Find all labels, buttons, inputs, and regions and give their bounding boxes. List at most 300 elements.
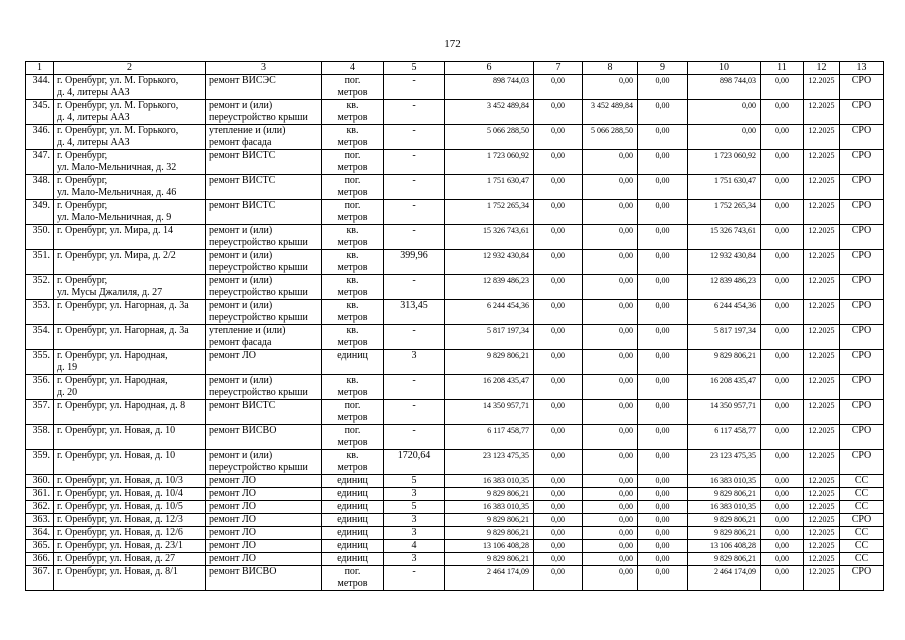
cost-col10-cell: 9 829 806,21: [688, 553, 761, 566]
cell-line: г. Оренбург, ул. Народная,: [57, 375, 168, 386]
contractor-type-cell: СРО: [840, 300, 884, 325]
cell-line: г. Оренбург, ул. Новая, д. 12/3: [57, 514, 183, 525]
contractor-type-cell: СС: [840, 475, 884, 488]
cell-line: г. Оренбург, ул. М. Горького,: [57, 75, 179, 86]
cell-line: ремонт и (или): [209, 225, 273, 236]
quantity-cell: -: [384, 125, 445, 150]
cost-col10-cell: 2 464 174,09: [688, 566, 761, 591]
address-cell: [54, 125, 206, 150]
cost-col9-cell: 0,00: [638, 275, 688, 300]
deadline-cell: 12.2025: [804, 100, 840, 125]
cell-line: переустройство крыши: [209, 112, 308, 123]
table-row: [26, 566, 884, 591]
deadline-cell: 12.2025: [804, 566, 840, 591]
cell-line: ремонт ЛО: [209, 540, 256, 551]
cost-col9-cell: 0,00: [638, 75, 688, 100]
cost-col8-cell: 0,00: [583, 400, 638, 425]
address-cell: [54, 488, 206, 501]
cost-col7-cell: 0,00: [534, 300, 583, 325]
row-number: 350.: [26, 225, 54, 250]
cell-line: [57, 262, 202, 274]
unit-cell: [322, 488, 384, 501]
address-cell: [54, 250, 206, 275]
cost-col8-cell: 0,00: [583, 527, 638, 540]
cell-line: метров: [337, 412, 368, 423]
cost-col9-cell: 0,00: [638, 400, 688, 425]
cost-col9-cell: 0,00: [638, 425, 688, 450]
cell-line: [209, 412, 318, 424]
total-cost-cell: 12 932 430,84: [445, 250, 534, 275]
quantity-cell: 3: [384, 488, 445, 501]
cost-col7-cell: 0,00: [534, 125, 583, 150]
table-row: [26, 475, 884, 488]
cell-line: г. Оренбург, ул. Народная, д. 8: [57, 400, 186, 411]
table-row: [26, 501, 884, 514]
total-cost-cell: 5 066 288,50: [445, 125, 534, 150]
cost-col8-cell: 0,00: [583, 300, 638, 325]
cost-col7-cell: 0,00: [534, 425, 583, 450]
cost-col7-cell: 0,00: [534, 501, 583, 514]
cost-col10-cell: 898 744,03: [688, 75, 761, 100]
cost-col9-cell: 0,00: [638, 200, 688, 225]
cell-line: г. Оренбург,: [57, 150, 108, 161]
row-number: 361.: [26, 488, 54, 501]
cost-col9-cell: 0,00: [638, 375, 688, 400]
cell-line: метров: [337, 387, 368, 398]
cell-line: г. Оренбург, ул. Новая, д. 10/3: [57, 475, 183, 486]
cost-col11-cell: 0,00: [761, 514, 804, 527]
cost-col8-cell: 0,00: [583, 488, 638, 501]
cell-line: единиц: [337, 553, 368, 564]
address-cell: [54, 200, 206, 225]
deadline-cell: 12.2025: [804, 553, 840, 566]
cost-col8-cell: 0,00: [583, 225, 638, 250]
quantity-cell: 5: [384, 475, 445, 488]
unit-cell: [322, 225, 384, 250]
cost-col7-cell: 0,00: [534, 540, 583, 553]
cell-line: переустройство крыши: [209, 312, 308, 323]
work-type-cell: [206, 125, 322, 150]
quantity-cell: -: [384, 200, 445, 225]
cell-line: переустройство крыши: [209, 387, 308, 398]
address-cell: [54, 566, 206, 591]
cell-line: единиц: [337, 501, 368, 512]
address-cell: [54, 225, 206, 250]
work-type-cell: [206, 514, 322, 527]
column-number-3: 3: [206, 62, 322, 75]
table-row: [26, 375, 884, 400]
cost-col10-cell: 12 839 486,23: [688, 275, 761, 300]
unit-cell: [322, 250, 384, 275]
cell-line: г. Оренбург,: [57, 275, 108, 286]
unit-cell: [322, 325, 384, 350]
cost-col7-cell: 0,00: [534, 75, 583, 100]
cost-col8-cell: 0,00: [583, 350, 638, 375]
work-type-cell: [206, 250, 322, 275]
cost-col11-cell: 0,00: [761, 400, 804, 425]
contractor-type-cell: СРО: [840, 566, 884, 591]
cell-line: единиц: [337, 540, 368, 551]
row-number: 358.: [26, 425, 54, 450]
table-row: [26, 527, 884, 540]
unit-cell: [322, 275, 384, 300]
cell-line: метров: [337, 312, 368, 323]
total-cost-cell: 6 244 454,36: [445, 300, 534, 325]
cost-col9-cell: 0,00: [638, 125, 688, 150]
work-type-cell: [206, 566, 322, 591]
cost-col9-cell: 0,00: [638, 566, 688, 591]
total-cost-cell: 12 839 486,23: [445, 275, 534, 300]
deadline-cell: 12.2025: [804, 527, 840, 540]
cost-col8-cell: 0,00: [583, 75, 638, 100]
unit-cell: [322, 566, 384, 591]
cell-line: [209, 578, 318, 590]
total-cost-cell: 6 117 458,77: [445, 425, 534, 450]
table-row: [26, 200, 884, 225]
work-type-cell: [206, 501, 322, 514]
cell-line: ремонт ВИСЭС: [209, 75, 276, 86]
contractor-type-cell: СРО: [840, 350, 884, 375]
cost-col10-cell: 5 817 197,34: [688, 325, 761, 350]
cost-col10-cell: 14 350 957,71: [688, 400, 761, 425]
cell-line: метров: [337, 162, 368, 173]
cell-line: метров: [337, 437, 368, 448]
cell-line: ремонт и (или): [209, 375, 273, 386]
total-cost-cell: 2 464 174,09: [445, 566, 534, 591]
quantity-cell: -: [384, 375, 445, 400]
quantity-cell: -: [384, 566, 445, 591]
address-cell: [54, 514, 206, 527]
cost-col7-cell: 0,00: [534, 475, 583, 488]
unit-cell: [322, 150, 384, 175]
total-cost-cell: 16 208 435,47: [445, 375, 534, 400]
cost-col7-cell: 0,00: [534, 375, 583, 400]
cost-col9-cell: 0,00: [638, 553, 688, 566]
contractor-type-cell: СРО: [840, 150, 884, 175]
cost-col9-cell: 0,00: [638, 450, 688, 475]
cell-line: ремонт и (или): [209, 100, 273, 111]
deadline-cell: 12.2025: [804, 488, 840, 501]
cost-col8-cell: 0,00: [583, 250, 638, 275]
quantity-cell: -: [384, 175, 445, 200]
cost-col10-cell: 9 829 806,21: [688, 527, 761, 540]
cell-line: ремонт ЛО: [209, 475, 256, 486]
cell-line: д. 19: [57, 362, 78, 373]
table-row: [26, 450, 884, 475]
cost-col10-cell: 16 383 010,35: [688, 501, 761, 514]
table-row: [26, 175, 884, 200]
deadline-cell: 12.2025: [804, 514, 840, 527]
cost-col11-cell: 0,00: [761, 225, 804, 250]
cell-line: г. Оренбург, ул. Нагорная, д. 3а: [57, 300, 189, 311]
cell-line: [57, 437, 202, 449]
work-type-cell: [206, 488, 322, 501]
cost-col9-cell: 0,00: [638, 540, 688, 553]
table-row: [26, 150, 884, 175]
cell-line: пог.: [344, 400, 361, 411]
cell-line: г. Оренбург, ул. Новая, д. 12/6: [57, 527, 183, 538]
total-cost-cell: 1 723 060,92: [445, 150, 534, 175]
cell-line: кв.: [346, 125, 359, 136]
deadline-cell: 12.2025: [804, 400, 840, 425]
cost-col11-cell: 0,00: [761, 488, 804, 501]
work-type-cell: [206, 300, 322, 325]
total-cost-cell: 9 829 806,21: [445, 488, 534, 501]
table-row: [26, 350, 884, 375]
unit-cell: [322, 100, 384, 125]
cost-col7-cell: 0,00: [534, 325, 583, 350]
cell-line: д. 4, литеры ААЗ: [57, 112, 130, 123]
cost-col9-cell: 0,00: [638, 250, 688, 275]
deadline-cell: 12.2025: [804, 450, 840, 475]
cost-col11-cell: 0,00: [761, 75, 804, 100]
cost-col10-cell: 15 326 743,61: [688, 225, 761, 250]
cell-line: г. Оренбург, ул. М. Горького,: [57, 125, 179, 136]
cost-col7-cell: 0,00: [534, 175, 583, 200]
cell-line: ремонт ВИСВО: [209, 566, 277, 577]
cell-line: [325, 362, 380, 374]
cost-col10-cell: 1 723 060,92: [688, 150, 761, 175]
unit-cell: [322, 175, 384, 200]
cell-line: метров: [337, 137, 368, 148]
cost-col7-cell: 0,00: [534, 514, 583, 527]
column-number-13: 13: [840, 62, 884, 75]
column-number-9: 9: [638, 62, 688, 75]
cell-line: переустройство крыши: [209, 462, 308, 473]
quantity-cell: 3: [384, 514, 445, 527]
deadline-cell: 12.2025: [804, 250, 840, 275]
cell-line: д. 4, литеры ААЗ: [57, 87, 130, 98]
column-number-12: 12: [804, 62, 840, 75]
cell-line: кв.: [346, 375, 359, 386]
cost-col10-cell: 6 117 458,77: [688, 425, 761, 450]
cost-col11-cell: 0,00: [761, 425, 804, 450]
deadline-cell: 12.2025: [804, 350, 840, 375]
unit-cell: [322, 527, 384, 540]
cost-col11-cell: 0,00: [761, 566, 804, 591]
cost-col9-cell: 0,00: [638, 350, 688, 375]
contractor-type-cell: СС: [840, 540, 884, 553]
unit-cell: [322, 125, 384, 150]
contractor-type-cell: СРО: [840, 250, 884, 275]
work-type-cell: [206, 540, 322, 553]
contractor-type-cell: СС: [840, 527, 884, 540]
cell-line: [57, 412, 202, 424]
cost-col8-cell: 0,00: [583, 425, 638, 450]
cost-col7-cell: 0,00: [534, 527, 583, 540]
cell-line: пог.: [344, 566, 361, 577]
cell-line: ул. Мало-Мельничная, д. 9: [57, 212, 172, 223]
cell-line: единиц: [337, 527, 368, 538]
table-row: [26, 514, 884, 527]
cell-line: метров: [337, 237, 368, 248]
cost-col8-cell: 0,00: [583, 540, 638, 553]
address-cell: [54, 501, 206, 514]
address-cell: [54, 527, 206, 540]
row-number: 365.: [26, 540, 54, 553]
cell-line: г. Оренбург, ул. Мира, д. 2/2: [57, 250, 176, 261]
page-number: 172: [444, 38, 461, 50]
cell-line: г. Оренбург,: [57, 175, 108, 186]
cell-line: единиц: [337, 488, 368, 499]
row-number: 353.: [26, 300, 54, 325]
row-number: 363.: [26, 514, 54, 527]
cell-line: [57, 462, 202, 474]
cost-col8-cell: 0,00: [583, 553, 638, 566]
column-number-11: 11: [761, 62, 804, 75]
deadline-cell: 12.2025: [804, 425, 840, 450]
cell-line: [57, 312, 202, 324]
deadline-cell: 12.2025: [804, 325, 840, 350]
cost-col9-cell: 0,00: [638, 527, 688, 540]
cost-col7-cell: 0,00: [534, 553, 583, 566]
cost-col7-cell: 0,00: [534, 225, 583, 250]
cost-col10-cell: 0,00: [688, 100, 761, 125]
cell-line: [209, 362, 318, 374]
cost-col9-cell: 0,00: [638, 488, 688, 501]
unit-cell: [322, 501, 384, 514]
column-number-7: 7: [534, 62, 583, 75]
cell-line: г. Оренбург,: [57, 200, 108, 211]
cell-line: [57, 337, 202, 349]
cost-col11-cell: 0,00: [761, 175, 804, 200]
cell-line: пог.: [344, 150, 361, 161]
address-cell: [54, 375, 206, 400]
row-number: 357.: [26, 400, 54, 425]
column-number-10: 10: [688, 62, 761, 75]
table-row: [26, 325, 884, 350]
work-type-cell: [206, 425, 322, 450]
cost-col10-cell: 0,00: [688, 125, 761, 150]
table-row: [26, 125, 884, 150]
quantity-cell: -: [384, 275, 445, 300]
cell-line: пог.: [344, 200, 361, 211]
cost-col7-cell: 0,00: [534, 488, 583, 501]
unit-cell: [322, 514, 384, 527]
cell-line: г. Оренбург, ул. Новая, д. 27: [57, 553, 176, 564]
total-cost-cell: 16 383 010,35: [445, 501, 534, 514]
row-number: 362.: [26, 501, 54, 514]
cost-col11-cell: 0,00: [761, 501, 804, 514]
unit-cell: [322, 553, 384, 566]
work-type-cell: [206, 100, 322, 125]
table-row: [26, 400, 884, 425]
column-number-2: 2: [54, 62, 206, 75]
quantity-cell: 399,96: [384, 250, 445, 275]
cell-line: единиц: [337, 475, 368, 486]
unit-cell: [322, 200, 384, 225]
cost-col8-cell: 0,00: [583, 450, 638, 475]
total-cost-cell: 23 123 475,35: [445, 450, 534, 475]
row-number: 347.: [26, 150, 54, 175]
cost-col10-cell: 23 123 475,35: [688, 450, 761, 475]
cost-col7-cell: 0,00: [534, 200, 583, 225]
work-type-cell: [206, 450, 322, 475]
total-cost-cell: 16 383 010,35: [445, 475, 534, 488]
quantity-cell: 3: [384, 527, 445, 540]
cell-line: метров: [337, 112, 368, 123]
cost-col7-cell: 0,00: [534, 350, 583, 375]
cost-col8-cell: 0,00: [583, 175, 638, 200]
unit-cell: [322, 300, 384, 325]
row-number: 354.: [26, 325, 54, 350]
cost-col11-cell: 0,00: [761, 553, 804, 566]
cell-line: метров: [337, 287, 368, 298]
address-cell: [54, 450, 206, 475]
work-type-cell: [206, 553, 322, 566]
cell-line: кв.: [346, 325, 359, 336]
cell-line: ремонт и (или): [209, 275, 273, 286]
deadline-cell: 12.2025: [804, 175, 840, 200]
contractor-type-cell: СС: [840, 488, 884, 501]
work-type-cell: [206, 175, 322, 200]
cost-col9-cell: 0,00: [638, 325, 688, 350]
row-number: 346.: [26, 125, 54, 150]
cell-line: метров: [337, 212, 368, 223]
total-cost-cell: 5 817 197,34: [445, 325, 534, 350]
cell-line: г. Оренбург, ул. Народная,: [57, 350, 168, 361]
contractor-type-cell: СРО: [840, 375, 884, 400]
cost-col11-cell: 0,00: [761, 540, 804, 553]
cell-line: утепление и (или): [209, 125, 286, 136]
deadline-cell: 12.2025: [804, 540, 840, 553]
cell-line: ремонт фасада: [209, 137, 272, 148]
cell-line: г. Оренбург, ул. Нагорная, д. 3а: [57, 325, 189, 336]
column-number-6: 6: [445, 62, 534, 75]
work-type-cell: [206, 75, 322, 100]
deadline-cell: 12.2025: [804, 200, 840, 225]
cell-line: ремонт ЛО: [209, 527, 256, 538]
cell-line: ремонт ВИСВО: [209, 425, 277, 436]
unit-cell: [322, 450, 384, 475]
row-number: 356.: [26, 375, 54, 400]
address-cell: [54, 75, 206, 100]
deadline-cell: 12.2025: [804, 501, 840, 514]
cost-col7-cell: 0,00: [534, 100, 583, 125]
contractor-type-cell: СРО: [840, 75, 884, 100]
total-cost-cell: 9 829 806,21: [445, 527, 534, 540]
cell-line: ул. Мало-Мельничная, д. 32: [57, 162, 177, 173]
contractor-type-cell: СРО: [840, 275, 884, 300]
cell-line: г. Оренбург, ул. Новая, д. 8/1: [57, 566, 178, 577]
total-cost-cell: 15 326 743,61: [445, 225, 534, 250]
contractor-type-cell: СРО: [840, 514, 884, 527]
cell-line: ремонт ЛО: [209, 553, 256, 564]
column-number-header: [26, 62, 884, 75]
table-row: [26, 75, 884, 100]
unit-cell: [322, 540, 384, 553]
row-number: 367.: [26, 566, 54, 591]
cell-line: г. Оренбург, ул. Новая, д. 10/4: [57, 488, 183, 499]
cost-col11-cell: 0,00: [761, 450, 804, 475]
cost-col11-cell: 0,00: [761, 475, 804, 488]
row-number: 352.: [26, 275, 54, 300]
cost-col10-cell: 9 829 806,21: [688, 514, 761, 527]
cost-col11-cell: 0,00: [761, 527, 804, 540]
unit-cell: [322, 425, 384, 450]
cell-line: ремонт ЛО: [209, 501, 256, 512]
cell-line: д. 4, литеры ААЗ: [57, 137, 130, 148]
row-number: 366.: [26, 553, 54, 566]
cost-col8-cell: 0,00: [583, 275, 638, 300]
cost-col8-cell: 0,00: [583, 514, 638, 527]
row-number: 364.: [26, 527, 54, 540]
work-type-cell: [206, 375, 322, 400]
deadline-cell: 12.2025: [804, 225, 840, 250]
cell-line: пог.: [344, 75, 361, 86]
cost-col7-cell: 0,00: [534, 250, 583, 275]
cost-col8-cell: 3 452 489,84: [583, 100, 638, 125]
